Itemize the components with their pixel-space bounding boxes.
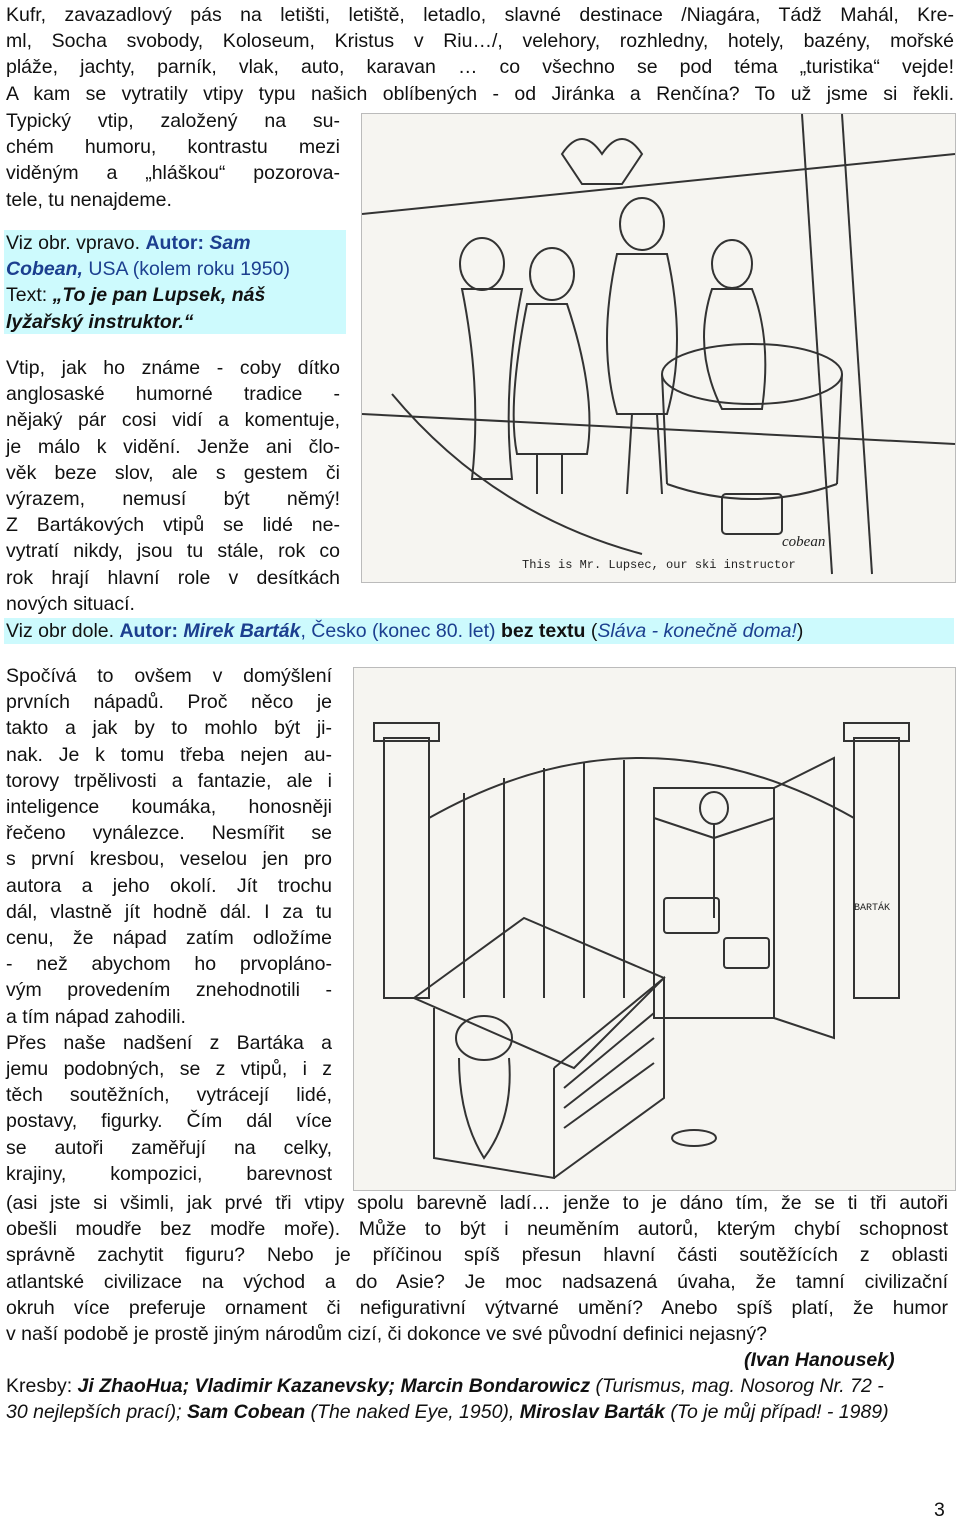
credits-source: 30 nejlepších prací); <box>6 1401 188 1424</box>
intro-line: ml, Socha svobody, Koloseum, Kristus v Riu…/, velehory, rozhledny, hotely, bazény, mořské <box>6 30 954 53</box>
page-number: 3 <box>934 1499 945 1521</box>
text-line: Z Bartákových vtipů se lidé ne- <box>6 514 340 537</box>
text-line: Přes naše nadšení z Bartáka a <box>6 1031 332 1054</box>
text-line: takto a jak by to mohlo být ji- <box>6 717 332 740</box>
text-line: řečeno vynálezce. Nesmířit se <box>6 822 332 845</box>
text-line: správně zachytit figuru? Nebo je příčinou spíš přesun hlavní části soutěžících z oblasti <box>6 1244 948 1267</box>
full-paragraph <box>6 1190 948 1347</box>
author-box-bartak <box>4 618 954 644</box>
cartoon-title: Sláva - konečně doma! <box>597 620 797 642</box>
text-line: viděným a „hláškou“ pozorova- <box>6 162 340 185</box>
text-line: atlantské civilizace na východ a do Asie? Je moc nadsazená úvaha, že tamní civilizační <box>6 1270 948 1293</box>
paren: ( <box>585 620 598 642</box>
text-label: Text: <box>6 284 53 307</box>
cartoon-signature: cobean <box>782 534 826 550</box>
text-line: autora a jeho okolí. Jít trochu <box>6 874 332 897</box>
text-line: chém humoru, kontrastu mezi <box>6 136 340 159</box>
credits-names: Miroslav Barták <box>519 1401 665 1424</box>
text-line: (asi jste si všimli, jak prvé tři vtipy spolu barevně ladí… jenže to je dáno tím, že se ti tři autoři <box>6 1192 948 1214</box>
text-line: vytratí nikdy, jsou tu stále, rok co <box>6 540 340 563</box>
text-line: Typický vtip, založený na su- <box>6 110 340 132</box>
bez-textu: bez textu <box>500 620 586 642</box>
credits-source: (Turismus, mag. Nosorog Nr. 72 - <box>590 1375 884 1397</box>
text-line: výrazem, nemusí být němý! <box>6 488 340 511</box>
text-line: inteligence koumáka, honosněji <box>6 796 332 819</box>
text-line: prvních nápadů. Proč něco je <box>6 691 332 714</box>
text-line: v naší podobě je prostě jiným národům cizí, či dokonce ve své původní definici nejasný? <box>6 1323 767 1346</box>
text-line: a tím nápad zahodili. <box>6 1005 186 1028</box>
author-signature: (Ivan Hanousek) <box>744 1349 895 1371</box>
text-line: postavy, figurky. Čím dál více <box>6 1110 332 1133</box>
text-line: krajiny, kompozici, barevnost <box>6 1162 332 1185</box>
cartoon-cobean-drawing <box>362 114 955 582</box>
autor-name: Sam <box>209 232 251 254</box>
text-line: se autoři zaměřují na celky, <box>6 1136 332 1159</box>
autor-label: Autor: <box>119 620 184 642</box>
autor-rest: USA (kolem roku 1950) <box>82 258 290 281</box>
cartoon-caption: This is Mr. Lupsec, our ski instructor <box>522 558 796 572</box>
text-line: věk beze slov, ale s gestem či <box>6 461 340 484</box>
intro-line: Kufr, zavazadlový pás na letišti, letiště, letadlo, slavné destinace /Niagára, Tádž Mahál, Kre- <box>6 4 954 26</box>
autor-rest: , Česko (konec 80. let) <box>300 620 501 642</box>
text-line: nových situací. <box>6 592 135 615</box>
text-line: dál, vlastně jít hodně dál. I za tu <box>6 900 332 923</box>
left-paragraph-1 <box>6 108 340 213</box>
viz-label: Viz obr dole. <box>6 620 120 642</box>
text-line: vým provedením znehodnotili - <box>6 979 332 1002</box>
credits-names: Ji ZhaoHua; Vladimir Kazanevsky; Marcin Bondarowicz <box>77 1375 591 1397</box>
cartoon-bartak-drawing <box>354 668 955 1190</box>
text-line: okruh více preferuje ornament či nefigurativní výtvarné umění? Anebo spíš platí, že humor <box>6 1296 948 1319</box>
intro-line: A kam se vytratily vtipy typu našich oblíbených - od Jiránka a Renčína? To už jsme si řekli. <box>6 82 954 105</box>
text-line: nak. Je k tomu třeba nejen au- <box>6 743 332 766</box>
cartoon-text: „To je pan Lupsek, náš <box>52 284 266 307</box>
credits-names: Sam Cobean <box>187 1401 306 1424</box>
viz-label: Viz obr. vpravo. <box>6 232 146 254</box>
text-line: rok hrají hlavní role v desítkách <box>6 566 340 589</box>
text-line: je málo k vidění. Jenže ani člo- <box>6 435 340 458</box>
credits-label: Kresby: <box>6 1375 78 1397</box>
credits-source: (The naked Eye, 1950), <box>305 1401 520 1424</box>
text-line: Vtip, jak ho známe - coby dítko <box>6 357 340 379</box>
left-paragraph-2 <box>6 355 340 617</box>
text-line: anglosaské humorné tradice - <box>6 383 340 406</box>
credits <box>6 1373 952 1425</box>
cartoon-text: lyžařský instruktor.“ <box>6 310 194 333</box>
text-line: cenu, že nápad zatím odložíme <box>6 927 332 950</box>
author-box-cobean <box>4 230 346 334</box>
left-paragraph-3 <box>6 663 332 1187</box>
paren: ) <box>796 620 804 642</box>
text-line: Spočívá to ovšem v domýšlení <box>6 665 332 687</box>
autor-name: Mirek Barták <box>183 620 301 642</box>
text-line: nějaký pár cosi vidí a komentuje, <box>6 409 340 432</box>
text-line: s první kresbou, veselou jen pro <box>6 848 332 871</box>
autor-label: Autor: <box>145 232 210 254</box>
text-line: tele, tu nenajdeme. <box>6 188 172 211</box>
intro-paragraph <box>6 2 954 107</box>
cartoon-signature: BARTÁK <box>854 903 891 914</box>
text-line: těch soutěžních, vytrácejí lidé, <box>6 1084 332 1107</box>
text-line: jemu podobných, se z vtipů, i z <box>6 1058 332 1081</box>
text-line: obešli moudře bez modře moře). Může to být i neuměním autorů, kterým chybí schopnost <box>6 1218 948 1241</box>
text-line: - než abychom ho prvopláno- <box>6 953 332 976</box>
cartoon-cobean <box>361 113 956 583</box>
autor-name: Cobean, <box>6 258 83 281</box>
intro-line: pláže, jachty, parník, vlak, auto, karavan … co všechno se pod téma „turistika“ vejde! <box>6 56 954 79</box>
cartoon-bartak <box>353 667 956 1191</box>
credits-source: (To je můj případ! - 1989) <box>665 1401 889 1424</box>
text-line: torovy trpělivosti a fantazie, ale i <box>6 769 332 792</box>
